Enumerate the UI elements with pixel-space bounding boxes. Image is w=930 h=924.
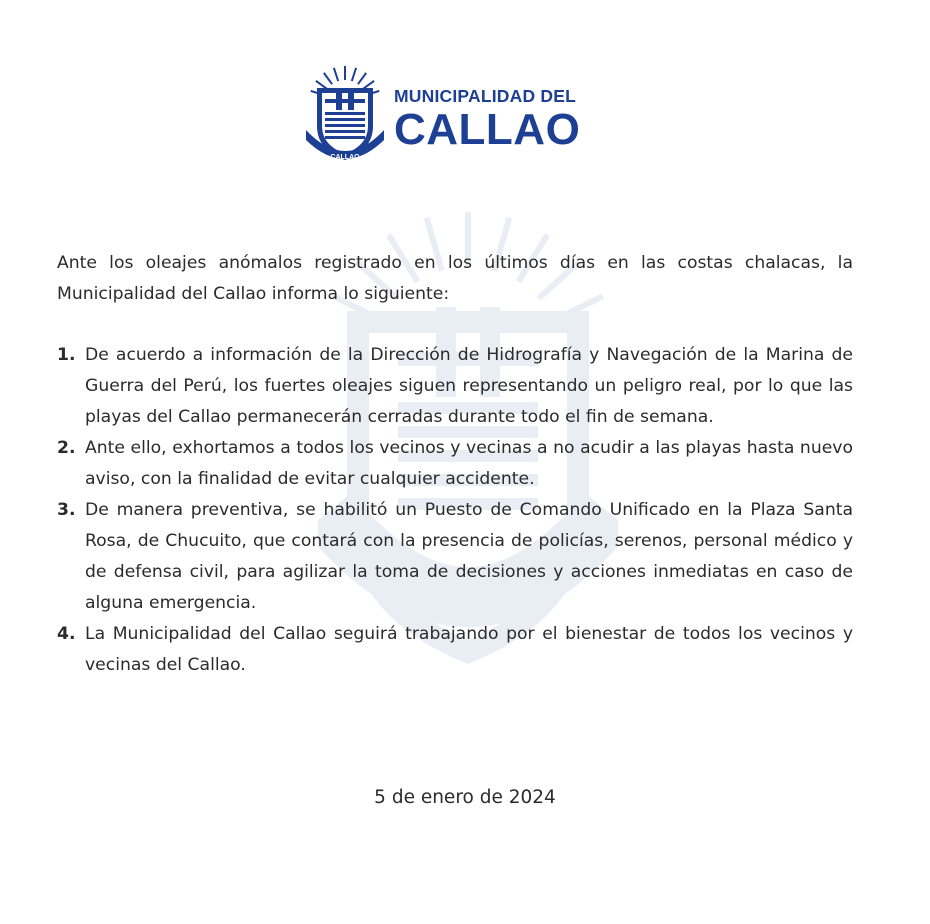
point-number: 1. [57,345,76,365]
organization-name-line1: MUNICIPALIDAD DEL [394,86,576,106]
intro-paragraph: Ante los oleajes anómalos registrado en los últimos días en las costas chalacas, la Municipalidad del Callao informa lo siguiente: [57,253,853,304]
statement-date: 5 de enero de 2024 [374,787,556,808]
point-text: Ante ello, exhortamos a todos los vecinos y vecinas a no acudir a las playas hasta nuevo aviso, con la finalidad de evitar cualquier accidente. [85,438,853,489]
point-text: De manera preventiva, se habilitó un Puesto de Comando Unificado en la Plaza Santa Rosa, de Chucuito, que contará con la presencia de policías, serenos, personal médico y de defensa civil, para agilizar la toma de decisiones y acciones inmediatas en caso de alguna emergencia. [85,500,853,613]
list-item [57,619,853,681]
point-text: De acuerdo a información de la Dirección de Hidrografía y Navegación de la Marina de Guerra del Perú, los fuertes oleajes siguen representando un peligro real, por lo que las playas del Callao permanecerán cerradas durante todo el fin de semana. [85,345,853,427]
point-number: 4. [57,624,76,644]
statement-body [57,248,853,681]
emblem-label: CALLAO [330,154,360,161]
organization-name-line2: CALLAO [394,104,581,154]
organization-name [394,88,580,152]
header [303,66,613,166]
numbered-points [57,340,853,681]
point-number: 2. [57,438,76,458]
list-item [57,340,853,433]
point-text: La Municipalidad del Callao seguirá trabajando por el bienestar de todos los vecinos y vecinas del Callao. [85,624,853,675]
list-item [57,495,853,619]
list-item [57,433,853,495]
callao-emblem [303,66,387,166]
point-number: 3. [57,500,76,520]
